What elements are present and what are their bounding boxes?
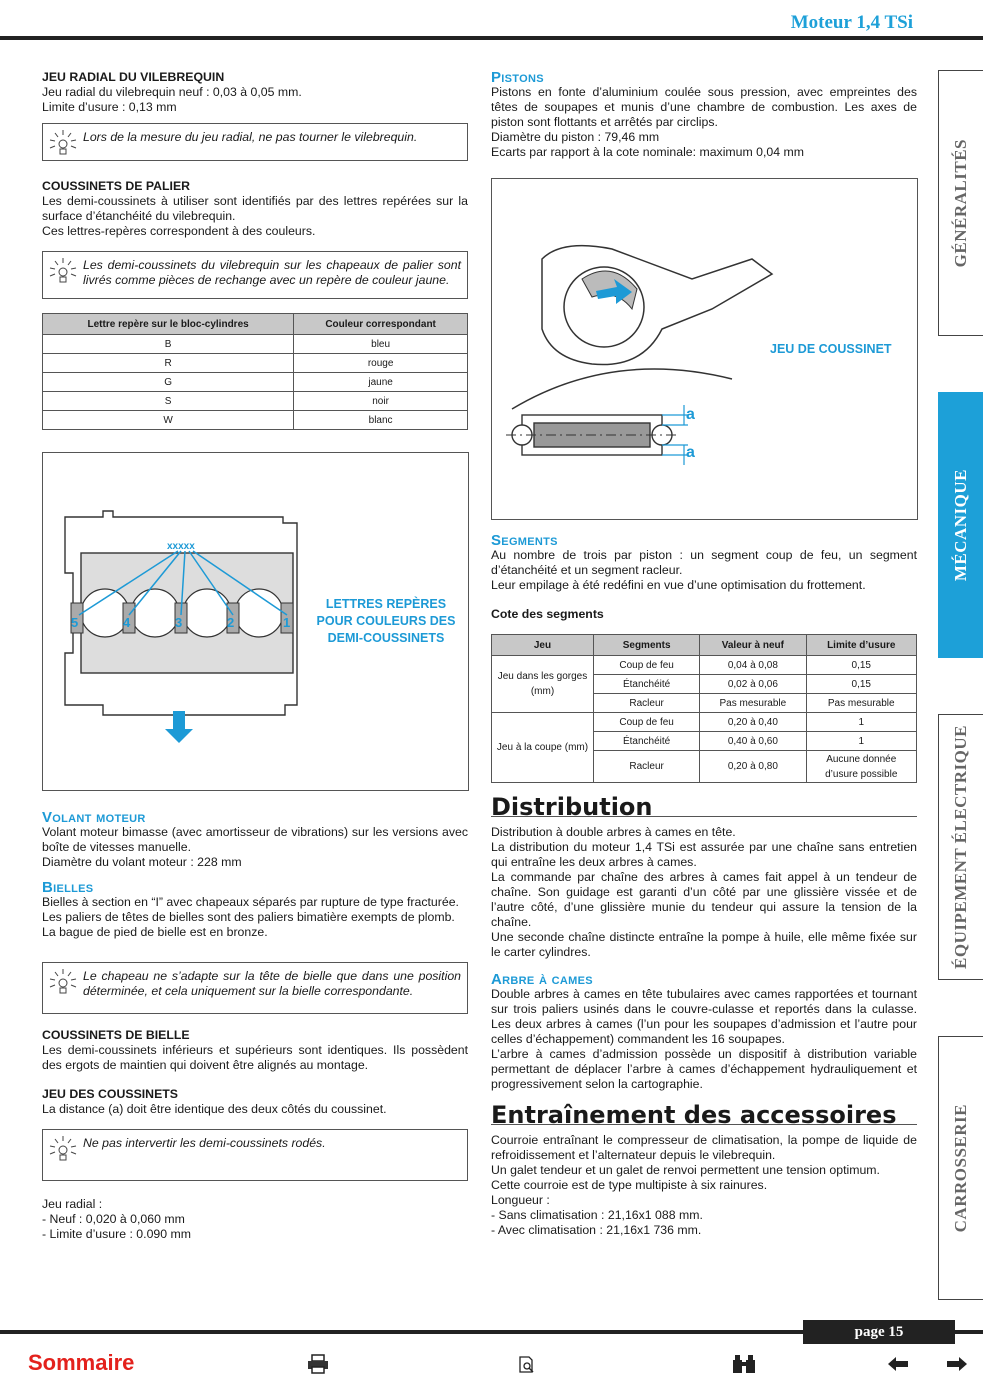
printer-icon[interactable]: [306, 1354, 330, 1374]
text-line: Longueur :: [491, 1193, 550, 1207]
arrow-right-icon[interactable]: [946, 1356, 968, 1372]
bearing-number: 3: [175, 615, 183, 630]
arrow-down-icon: [165, 711, 193, 743]
bearing-clearance-figure: [491, 178, 918, 520]
text-line: - Limite d’usure : 0.090 mm: [42, 1227, 191, 1241]
note-text: Lors de la mesure du jeu radial, ne pas tourner le vilebrequin.: [83, 130, 418, 144]
text-line: - Avec climatisation : 21,16x1 736 mm.: [491, 1223, 702, 1237]
note-box: [42, 251, 468, 299]
text-paragraph: Les demi-coussinets inférieurs et supérieurs sont identiques. Ils possèdent des ergots de maintien qui doivent être alignés au montage.: [42, 1043, 468, 1072]
tab-label: CARROSSERIE: [951, 1103, 970, 1233]
text-paragraph: La commande par chaîne des arbres à cames fait appel à un tendeur de chaîne. Son guidage est garanti d’un côté par une glissière vissée et de l’autre côté, d’une glissière munie du tendeur qui assure la tension de la chaîne.: [491, 870, 917, 929]
text-paragraph: La distance (a) doit être identique des deux côtés du coussinet.: [42, 1102, 387, 1116]
figure-label: JEU DE COUSSINET: [770, 342, 892, 356]
page-header-title: Moteur 1,4 TSi: [790, 12, 913, 33]
right-column-distribution: [491, 793, 917, 1238]
text-line: Jeu radial du vilebrequin neuf : 0,03 à 0,05 mm.: [42, 85, 302, 99]
tab-label: ÉQUIPEMENT ÉLECTRIQUE: [951, 725, 970, 969]
table-cell: Racleur: [594, 694, 700, 713]
bearing-number: 5: [71, 615, 79, 630]
section-title: Distribution: [491, 800, 917, 817]
table-row: [43, 392, 468, 411]
table-cell: G: [43, 373, 294, 392]
text-line: Jeu radial :: [42, 1197, 103, 1211]
text-paragraph: Courroie entraînant le compresseur de climatisation, la pompe de liquide de refroidissement et l’alternateur depuis le vilebrequin.: [491, 1133, 917, 1162]
left-column: [42, 70, 468, 430]
text-line: Ecarts par rapport à la cote nominale: maximum 0,04 mm: [491, 145, 805, 159]
table-cell: Étanchéité: [594, 732, 700, 751]
table-cell: rouge: [294, 354, 468, 373]
section-title: COUSSINETS DE BIELLE: [42, 1028, 190, 1042]
section-title: Arbre à cames: [491, 971, 593, 988]
table-cell: 0,15: [806, 656, 917, 675]
figure-label-line: LETTRES REPÈRES: [325, 597, 447, 611]
text-paragraph: Leur empilage à été redéfini en vue d’une optimisation du frottement.: [491, 578, 866, 592]
text-line: Cette courroie est de type multipiste à six rainures.: [491, 1178, 768, 1192]
table-cell: S: [43, 392, 294, 411]
table-cell: 1: [806, 732, 917, 751]
clearance-label: a: [686, 444, 695, 461]
text-paragraph: La distribution du moteur 1,4 TSi est assurée par une chaîne sans entretien qui entraîne les deux arbres à cames.: [491, 840, 917, 869]
table-cell: 0,20 à 0,40: [700, 713, 806, 732]
table-cell: Aucune donnée d’usure possible: [806, 751, 917, 783]
table-row: [43, 335, 468, 354]
section-title: Volant moteur: [42, 809, 146, 826]
table-cell: 0,40 à 0,60: [700, 732, 806, 751]
tab-label: MÉCANIQUE: [951, 468, 970, 582]
lightbulb-icon: [47, 256, 79, 286]
table-cell: Jeu dans les gorges (mm): [492, 656, 594, 713]
text-paragraph: Les demi-coussinets à utiliser sont identifiés par des lettres repérées sur la surface d’étanchéité du vilebrequin.: [42, 194, 468, 223]
note-box: [42, 123, 468, 161]
text-paragraph: Volant moteur bimasse (avec amortisseur de vibrations) sur les versions avec boîte de vitesses manuelle.: [42, 825, 468, 854]
sommaire-link[interactable]: Sommaire: [28, 1350, 135, 1375]
section-title: Segments: [491, 532, 558, 549]
text-line: Bielles à section en “I” avec chapeaux séparés par rupture de type fracturée.: [42, 895, 459, 909]
text-paragraph: Diamètre du volant moteur : 228 mm: [42, 855, 242, 869]
lightbulb-icon: [47, 128, 79, 158]
text-paragraph: Double arbres à cames en tête tubulaires avec cames rapportées et tournant sur trois paliers usinés dans le couvre-culasse et reportés dans la culasse. Les deux arbres à cames (l’un pour les soupapes d’admission et l’autre pour celles d’échappement) commandent les 16 soupapes.: [491, 987, 917, 1046]
lightbulb-icon: [47, 967, 79, 997]
arrow-left-icon[interactable]: [887, 1356, 909, 1372]
table-cell: R: [43, 354, 294, 373]
table-cell: 0,02 à 0,06: [700, 675, 806, 694]
note-text: Les demi-coussinets du vilebrequin sur les chapeaux de palier sont livrés comme pièces de rechange avec un repère de couleur jaune.: [83, 258, 461, 287]
text-line: Limite d’usure : 0,13 mm: [42, 100, 177, 114]
note-box: [42, 1129, 468, 1181]
table-header: Limite d’usure: [806, 635, 917, 656]
text-paragraph: Au nombre de trois par piston : un segment coup de feu, un segment d’étanchéité et un segment racleur.: [491, 548, 917, 577]
text-line: La bague de pied de bielle est en bronze.: [42, 925, 268, 939]
table-row: [492, 656, 917, 675]
text-line: Les paliers de têtes de bielles sont des paliers bimatière exempts de plomb.: [42, 910, 455, 924]
table-row: [492, 713, 917, 732]
section-title: Pistons: [491, 69, 544, 86]
right-column: [491, 70, 917, 160]
page-number: page 15: [803, 1320, 955, 1344]
section-title: Entraînement des accessoires: [491, 1108, 917, 1125]
table-cell: W: [43, 411, 294, 430]
table-row: [43, 373, 468, 392]
binoculars-icon[interactable]: [731, 1354, 757, 1374]
text-paragraph: Une seconde chaîne distincte entraîne la pompe à huile, elle même fixée sur le carter cylindres.: [491, 930, 917, 959]
text-line: Un galet tendeur et un galet de renvoi permettent une tension optimum.: [491, 1163, 880, 1177]
table-cell: noir: [294, 392, 468, 411]
bearing-number: 2: [227, 615, 235, 630]
text-line: Diamètre du piston : 79,46 mm: [491, 130, 660, 144]
text-paragraph: L’arbre à cames d’admission possède un dispositif à distribution variable permettant de déplacer l’arbre à cames d’échappement hydrauliquement et progressivement selon la cartographie.: [491, 1047, 917, 1091]
search-document-icon[interactable]: [518, 1356, 536, 1374]
table-cell: Étanchéité: [594, 675, 700, 694]
text-line: - Neuf : 0,020 à 0,060 mm: [42, 1212, 185, 1226]
figure-label-line: DEMI-COUSSINETS: [327, 631, 445, 645]
section-title: JEU RADIAL DU VILEBREQUIN: [42, 70, 225, 84]
bearing-number: 4: [123, 615, 131, 630]
table-cell: 0,15: [806, 675, 917, 694]
table-cell: bleu: [294, 335, 468, 354]
table-header: Valeur à neuf: [700, 635, 806, 656]
table-cell: 0,04 à 0,08: [700, 656, 806, 675]
section-title: Bielles: [42, 879, 94, 896]
tab-generalites[interactable]: [938, 70, 983, 336]
text-line: - Sans climatisation : 21,16x1 088 mm.: [491, 1208, 703, 1222]
table-header: Jeu: [492, 635, 594, 656]
text-line: Distribution à double arbres à cames en tête.: [491, 825, 736, 839]
color-code-table: [42, 313, 468, 430]
engine-block-figure: [42, 452, 469, 791]
left-column-lower: [42, 810, 468, 1242]
table-header: Lettre repère sur le bloc-cylindres: [43, 314, 294, 335]
tab-label: GÉNÉRALITÉS: [951, 138, 970, 268]
table-cell: 0,20 à 0,80: [700, 751, 806, 783]
lightbulb-icon: [47, 1134, 79, 1164]
table-header: Segments: [594, 635, 700, 656]
table-cell: Pas mesurable: [700, 694, 806, 713]
table-cell: blanc: [294, 411, 468, 430]
note-text: Le chapeau ne s’adapte sur la tête de bielle que dans une position déterminée, et cela uniquement sur la bielle correspondante.: [83, 969, 461, 998]
table-cell: Coup de feu: [594, 713, 700, 732]
text-paragraph: Pistons en fonte d’aluminium coulée sous pression, avec empreintes des têtes de soupapes et munis d’une chambre de combustion. Les axes de piston sont flottants et arrêtés par circlips.: [491, 85, 917, 129]
table-cell: 1: [806, 713, 917, 732]
text-paragraph: Ces lettres-repères correspondent à des couleurs.: [42, 224, 316, 238]
bearing-number: 1: [283, 615, 291, 630]
tab-mecanique[interactable]: [938, 392, 983, 658]
segments-table: [491, 634, 917, 783]
figure-label: [311, 596, 461, 647]
table-cell: Coup de feu: [594, 656, 700, 675]
right-column-segments: [491, 533, 917, 783]
header-rule: [0, 36, 983, 40]
table-cell: B: [43, 335, 294, 354]
table-row: [43, 411, 468, 430]
table-header: Couleur correspondant: [294, 314, 468, 335]
table-cell: Jeu à la coupe (mm): [492, 713, 594, 783]
note-box: [42, 962, 468, 1014]
section-title: COUSSINETS DE PALIER: [42, 179, 191, 193]
table-row: [43, 354, 468, 373]
table-cell: jaune: [294, 373, 468, 392]
figure-label-line: POUR COULEURS DES: [316, 614, 456, 628]
tab-equipement-electrique[interactable]: [938, 714, 983, 980]
table-cell: Racleur: [594, 751, 700, 783]
table-title: Cote des segments: [491, 607, 604, 621]
tab-carrosserie[interactable]: [938, 1036, 983, 1300]
table-cell: Pas mesurable: [806, 694, 917, 713]
clearance-label: a: [686, 406, 695, 423]
section-title: JEU DES COUSSINETS: [42, 1087, 178, 1101]
code-label: xxxxx: [167, 541, 195, 552]
note-text: Ne pas intervertir les demi-coussinets rodés.: [83, 1136, 326, 1150]
